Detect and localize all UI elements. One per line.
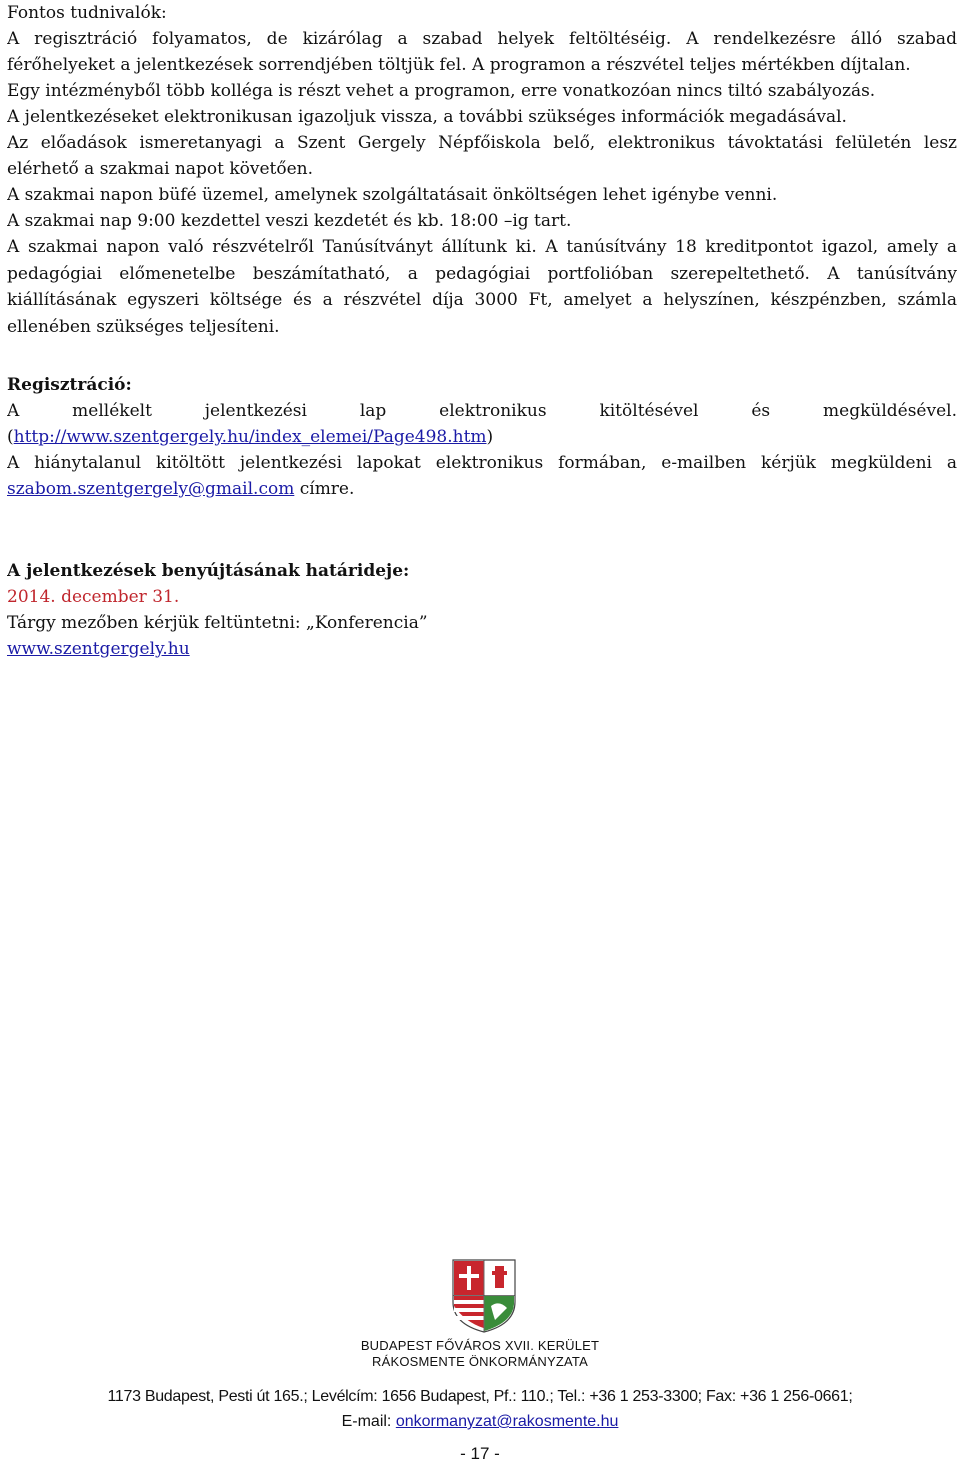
info-line-6: elérhető a szakmai napot követően.	[7, 159, 314, 179]
office-name-line-1: BUDAPEST FŐVÁROS XVII. KERÜLET	[360, 1338, 600, 1353]
info-line-5: Az előadások ismeretanyagi a Szent Gergely Népfőiskola belő, elektronikus távoktatási felületén lesz	[7, 133, 957, 153]
office-name-line-2: RÁKOSMENTE ÖNKORMÁNYZATA	[372, 1354, 588, 1369]
registration-line-3: A hiánytalanul kitöltött jelentkezési lapokat elektronikus formában, e-mailben kérjük megküldeni a	[7, 453, 957, 473]
registration-email-suffix: címre.	[294, 479, 355, 499]
info-line-3: Egy intézményből több kolléga is részt vehet a programon, erre vonatkozóan nincs tiltó szabályozás.	[7, 81, 876, 101]
deadline-subject: Tárgy mezőben kérjük feltüntetni: „Konferencia”	[7, 613, 428, 633]
info-line-8: A szakmai nap 9:00 kezdettel veszi kezdetét és kb. 18:00 –ig tart.	[7, 211, 572, 231]
deadline-section	[7, 558, 957, 662]
certificate-paragraph: A szakmai napon való részvételről Tanúsítványt állítunk ki. A tanúsítvány 18 kreditpontot igazol, amely a pedagógiai előmenetelbe beszámítatható, a pedagógiai portfolióban szerepeltethető. A tanúsítvány kiállításának egyszeri költsége és a részvétel díja 3000 Ft, amelyet a helyszínen, készpénzben, számla ellenében szükséges teljesíteni.	[7, 237, 957, 337]
info-heading: Fontos tudnivalók:	[7, 3, 167, 23]
office-email-link[interactable]: onkormanyzat@rakosmente.hu	[395, 1413, 619, 1430]
website-link[interactable]: www.szentgergely.hu	[7, 639, 190, 659]
info-line-1: A regisztráció folyamatos, de kizárólag a szabad helyek feltöltéséig. A rendelkezésre álló szabad	[7, 29, 957, 49]
registration-email-line	[7, 476, 957, 502]
office-address: 1173 Budapest, Pesti út 165.; Levélcím: 1656 Budapest, Pf.: 110.; Tel.: +36 1 253-3300; Fax: +36 1 256-0661;	[107, 1388, 853, 1405]
registration-url-line	[7, 424, 957, 450]
info-line-4: A jelentkezéseket elektronikusan igazoljuk vissza, a további szükséges információk megadásával.	[7, 107, 847, 127]
paren-open: (	[7, 427, 14, 447]
info-section	[7, 0, 957, 340]
paren-close: )	[486, 427, 494, 447]
office-email-label: E-mail:	[341, 1413, 396, 1430]
info-line-2: férőhelyeket a jelentkezések sorrendjében töltjük fel. A programon a részvétel teljes mértékben díjtalan.	[7, 55, 911, 75]
registration-section	[7, 372, 957, 502]
registration-link[interactable]: http://www.szentgergely.hu/index_elemei/Page498.htm	[13, 427, 487, 447]
registration-email-link[interactable]: szabom.szentgergely@gmail.com	[7, 479, 295, 499]
coat-of-arms-icon	[451, 1258, 517, 1334]
registration-heading: Regisztráció:	[7, 375, 132, 395]
deadline-date: 2014. december 31.	[7, 587, 180, 607]
deadline-heading: A jelentkezések benyújtásának határideje:	[7, 561, 410, 581]
registration-line-1: A mellékelt jelentkezési lap elektronikus kitöltésével és megküldésével.	[7, 401, 957, 421]
page-number: - 17 -	[460, 1444, 500, 1463]
info-line-7: A szakmai napon büfé üzemel, amelynek szolgáltatásait önköltségen lehet igénybe venni.	[7, 185, 778, 205]
office-email-line	[0, 1411, 960, 1433]
